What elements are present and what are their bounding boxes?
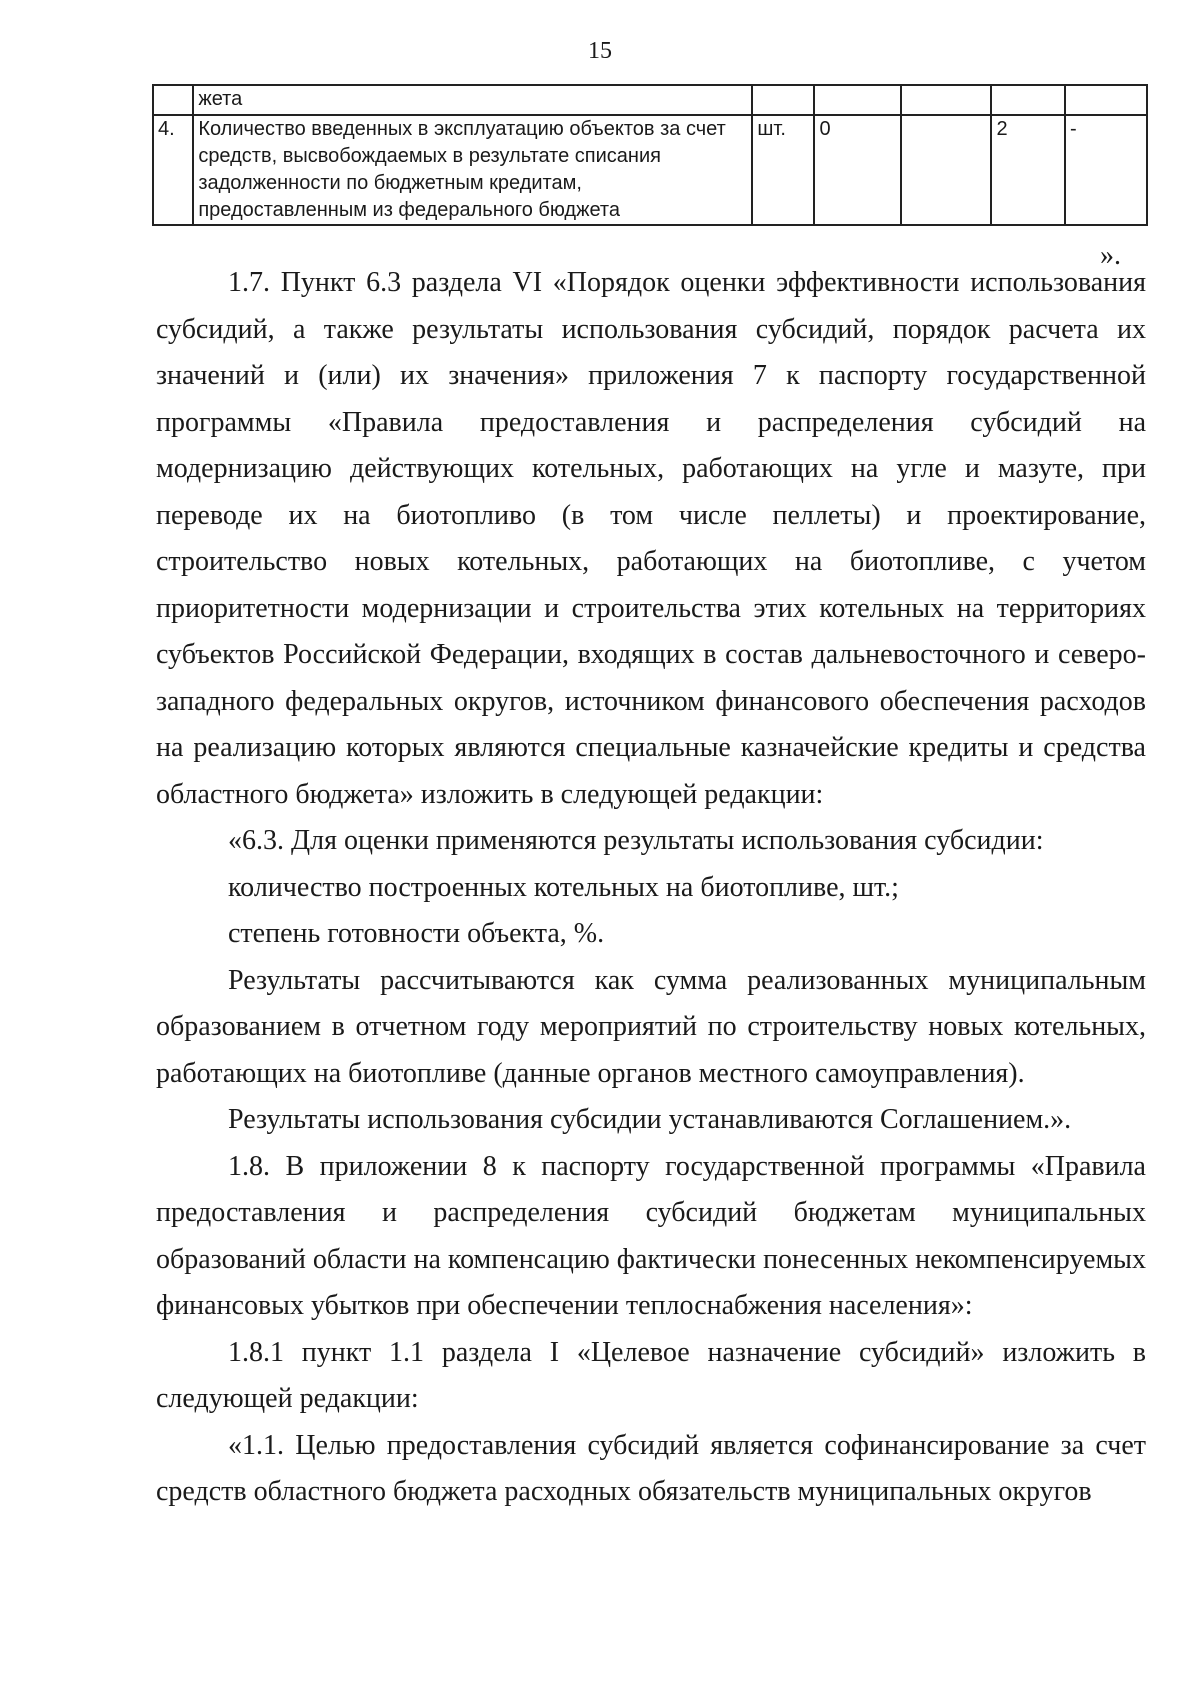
value-cell-4: - xyxy=(1065,115,1147,225)
table-cell xyxy=(991,85,1065,115)
table-cell xyxy=(752,85,814,115)
table-row xyxy=(153,85,1147,115)
table-cell xyxy=(153,85,193,115)
table-cell xyxy=(1065,85,1147,115)
paragraph: 1.7. Пункт 6.3 раздела VI «Порядок оценки эффективности использования субсидий, а также результаты использования субсидий, порядок расчета их значений и (или) их значения» приложения 7 к паспорту государственной программы «Правила предоставления и распределения субсидий на модернизацию действующих котельных, работающих на угле и мазуте, при переводе их на биотопливо (в том числе пеллеты) и проектирование, строительство новых котельных, работающих на биотопливе, с учетом приоритетности модернизации и строительства этих котельных на территориях субъектов Российской Федерации, входящих в состав дальневосточного и северо-западного федеральных округов, источником финансового обеспечения расходов на реализацию которых являются специальные казначейские кредиты и средства областного бюджета» изложить в следующей редакции: xyxy=(156,267,1146,810)
paragraph: Результаты рассчитываются как сумма реализованных муниципальным образованием в отчетном году мероприятий по строительству новых котельных, работающих на биотопливе (данные органов местного самоуправления). xyxy=(156,964,1146,1089)
indicator-table xyxy=(152,84,1148,226)
value-cell-3: 2 xyxy=(991,115,1065,225)
paragraph: «1.1. Целью предоставления субсидий является софинансирование за счет средств областного бюджета расходных обязательств муниципальных округов xyxy=(156,1429,1146,1507)
table-cell-name: жета xyxy=(193,85,752,115)
value-cell-1: 0 xyxy=(814,115,901,225)
body-text xyxy=(156,260,1146,1516)
paragraph: Результаты использования субсидии устанавливаются Соглашением.». xyxy=(228,1104,1072,1135)
paragraph: количество построенных котельных на биотопливе, шт.; xyxy=(228,871,899,903)
unit-cell: шт. xyxy=(752,115,814,225)
paragraph: 1.8.1 пункт 1.1 раздела I «Целевое назначение субсидий» изложить в следующей редакции: xyxy=(156,1336,1146,1414)
paragraph: 1.8. В приложении 8 к паспорту государственной программы «Правила предоставления и распределения субсидий бюджетам муниципальных образований области на компенсацию фактически понесенных некомпенсируемых финансовых убытков при обеспечении теплоснабжения населения»: xyxy=(156,1150,1146,1321)
paragraph: степень готовности объекта, %. xyxy=(228,918,605,949)
page-number: 15 xyxy=(588,38,612,64)
table-cell xyxy=(814,85,901,115)
value-cell-2 xyxy=(901,115,991,225)
closing-quote: ». xyxy=(1100,240,1121,271)
table-cell xyxy=(901,85,991,115)
indicator-name: Количество введенных в эксплуатацию объектов за счет средств, высвобождаемых в результате списания задолженности по бюджетным кредитам, предоставленным из федерального бюджета xyxy=(193,115,752,225)
paragraph: «6.3. Для оценки применяются результаты использования субсидии: xyxy=(228,825,1044,856)
table-row xyxy=(153,115,1147,225)
row-number: 4. xyxy=(153,115,193,225)
